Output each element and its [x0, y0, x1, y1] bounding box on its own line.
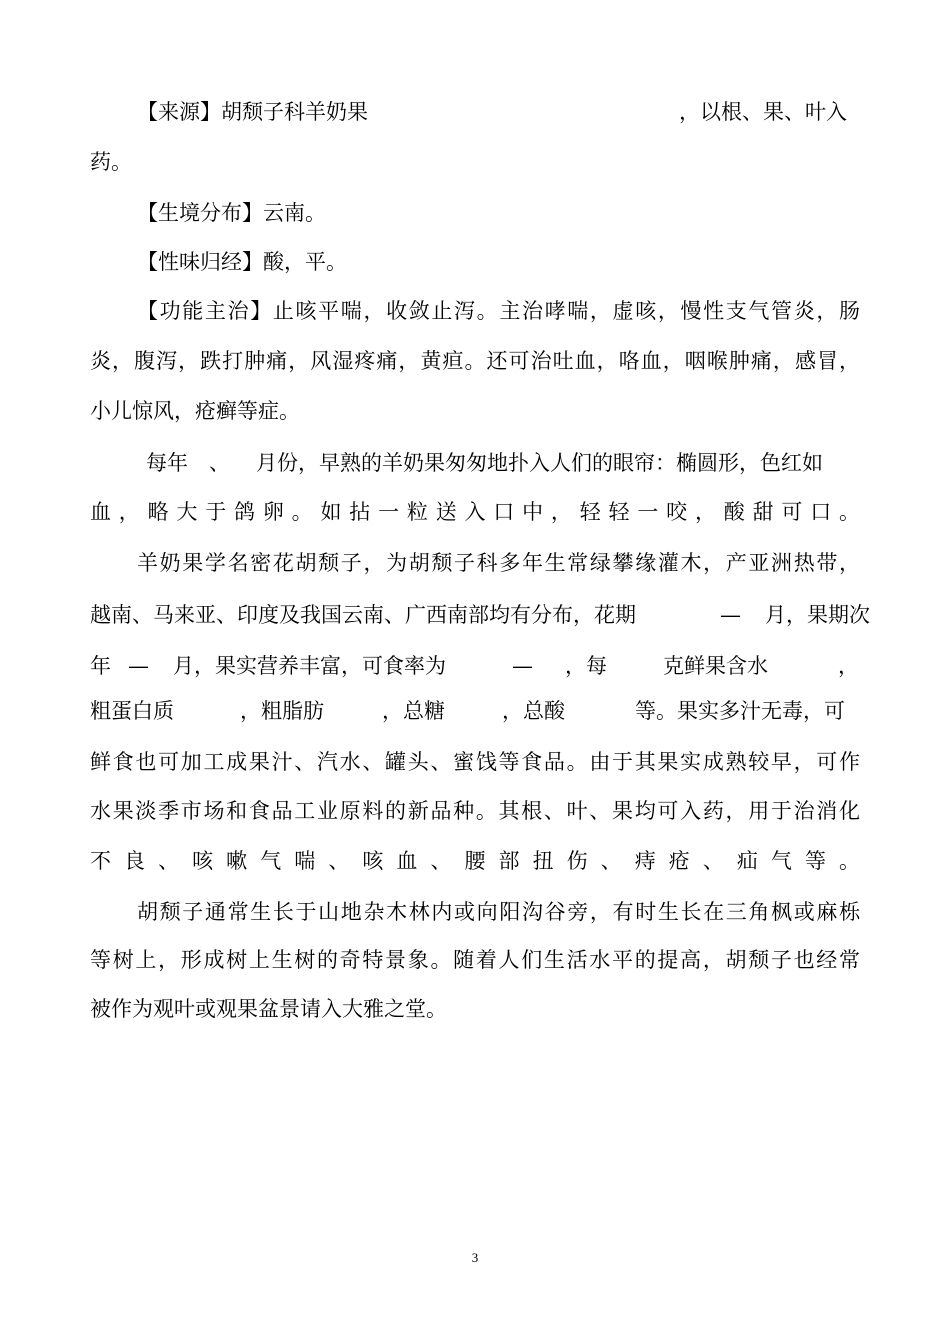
page-number: 3: [471, 1250, 479, 1265]
desc-l2-text-c: 月，果期次: [765, 603, 870, 627]
source-parts-text: ，以根、果、叶入: [679, 100, 847, 124]
desc-l4-text-a: 粗蛋白质: [90, 699, 174, 723]
desc-line-5: 鲜食也可加工成果汁、汽水、罐头、蜜饯等食品。由于其果实成熟较早，可作: [90, 750, 862, 774]
habitat-line: 【生境分布】云南。: [137, 201, 326, 225]
desc-l2-text-a: 越南、马来亚、印度及我国云南、广西南部均有分布，花期: [90, 603, 636, 627]
desc-l3-text-a: 年: [90, 654, 111, 678]
source-label-text: 【来源】胡颓子科羊奶果: [137, 100, 368, 124]
taste-line: 【性味归经】酸，平。: [137, 250, 347, 274]
desc-l3-text-f: 克鲜果含水: [663, 654, 768, 678]
growth-line-1: 胡颓子通常生长于山地杂木林内或向阳沟谷旁，有时生长在三角枫或麻栎: [137, 900, 862, 924]
growth-line-2: 等树上，形成树上生树的奇特景象。随着人们生活水平的提高，胡颓子也经常: [90, 948, 862, 972]
ripen-line-1: [146, 449, 860, 477]
desc-line-4: [90, 697, 860, 725]
desc-l3-text-e: ，每: [565, 654, 607, 678]
growth-line-3: 被作为观叶或观果盆景请入大雅之堂。: [90, 997, 447, 1021]
function-line-2: 炎，腹泻，跌打肿痛，风湿疼痛，黄疸。还可治吐血，咯血，咽喉肿痛，感冒，: [90, 349, 862, 373]
ripen-line-2: 血，略大于鸽卵。如拈一粒送入口中，轻轻一咬，酸甜可口。: [90, 500, 868, 524]
desc-line-1: 羊奶果学名密花胡颓子，为胡颓子科多年生常绿攀缘灌木，产亚洲热带，: [137, 551, 862, 575]
desc-l4-text-c: ，总糖: [382, 699, 445, 723]
ripen-text-b: 、: [209, 451, 230, 475]
desc-l4-text-e: 等。果实多汁无毒，可: [635, 699, 845, 723]
desc-line-7: 不良、咳嗽气喘、咳血、腰部扭伤、痔疮、疝气等。: [90, 849, 874, 873]
desc-l4-text-b: ，粗脂肪: [240, 699, 324, 723]
desc-l3-dash-1: —: [128, 654, 149, 678]
ripen-text-c: 月份，早熟的羊奶果匆匆地扑入人们的眼帘：椭圆形，色红如: [256, 451, 823, 475]
desc-l3-dash-2: —: [512, 654, 533, 678]
desc-l3-text-g: ，: [838, 654, 859, 678]
desc-line-3: [90, 652, 860, 680]
desc-l2-dash: —: [720, 603, 741, 627]
function-line-3: 小儿惊风，疮癣等症。: [90, 399, 300, 423]
desc-line-2: [90, 601, 870, 629]
function-line-1: 【功能主治】止咳平喘，收敛止泻。主治哮喘，虚咳，慢性支气管炎，肠: [137, 299, 862, 323]
desc-l3-text-c: 月，果实营养丰富，可食率为: [173, 654, 446, 678]
source-line-2: 药。: [90, 150, 132, 174]
desc-line-6: 水果淡季市场和食品工业原料的新品种。其根、叶、果均可入药，用于治消化: [90, 799, 862, 823]
source-line-1: [137, 98, 860, 126]
desc-l4-text-d: ，总酸: [502, 699, 565, 723]
ripen-text-a: 每年: [146, 451, 188, 475]
